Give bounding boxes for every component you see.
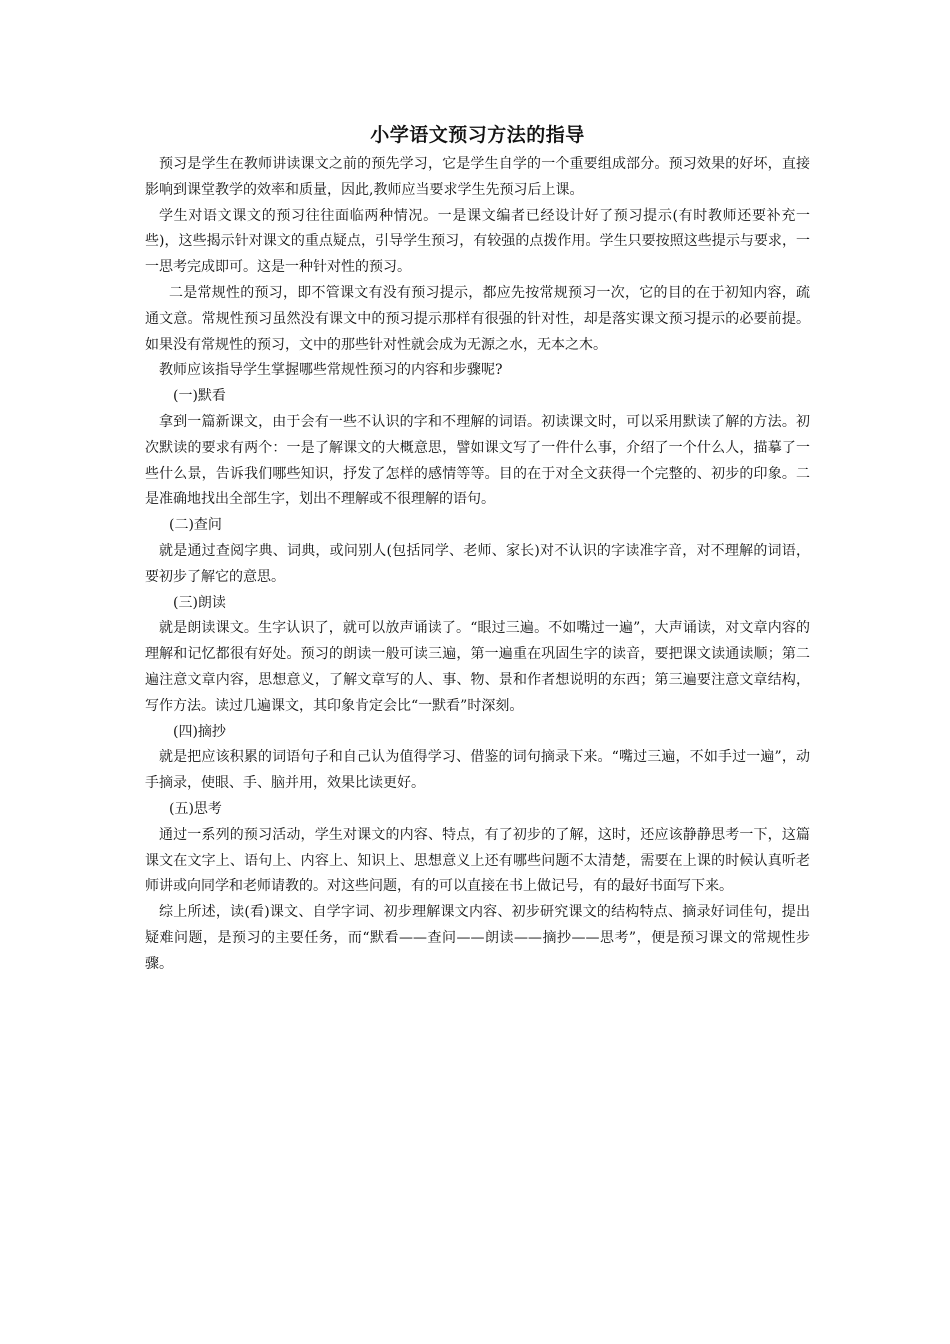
intro-paragraph-2: 学生对语文课文的预习往往面临两种情况。一是课文编者已经设计好了预习提示(有时教师还要补充一些)，这些揭示针对课文的重点疑点，引导学生预习，有较强的点拨作用。学生只要按照这些提示与要求，一一思考完成即可。这是一种针对性的预习。 bbox=[145, 207, 810, 276]
section-text-3: 就是朗读课文。生字认识了，就可以放声诵读了。“眼过三遍。不如嘴过一遍”，大声诵读，对文章内容的理解和记忆都很有好处。预习的朗读一般可读三遍，第一遍重在巩固生字的读音，要把课文读通读顺；第二遍注意文章内容，思想意义，了解文章写的人、事、物、景和作者想说明的东西；第三遍要注意文章结构，写作方法。读过几遍课文，其印象肯定会比“一默看”时深刻。 bbox=[145, 620, 810, 714]
document-page bbox=[145, 118, 810, 978]
conclusion-paragraph: 综上所述，读(看)课文、自学字词、初步理解课文内容、初步研究课文的结构特点、摘录好词佳句，提出疑难问题，是预习的主要任务，而“默看——查问——朗读——摘抄——思考”，便是预习课文的常规性步骤。 bbox=[145, 904, 810, 972]
intro-paragraph-1: 预习是学生在教师讲读课文之前的预先学习，它是学生自学的一个重要组成部分。预习效果的好坏，直接影响到课堂教学的效率和质量，因此,教师应当要求学生先预习后上课。 bbox=[145, 156, 810, 198]
section-heading-4: (四)摘抄 bbox=[173, 723, 226, 740]
section-text-5: 通过一系列的预习活动，学生对课文的内容、特点，有了初步的了解，这时，还应该静静思考一下，这篇课文在文字上、语句上、内容上、知识上、思想意义上还有哪些问题不太清楚，需要在上课的时候认真听老师讲或向同学和老师请教的。对这些问题，有的可以直接在书上做记号，有的最好书面写下来。 bbox=[145, 826, 810, 895]
section-text-1: 拿到一篇新课文，由于会有一些不认识的字和不理解的词语。初读课文时，可以采用默读了解的方法。初次默读的要求有两个：一是了解课文的大概意思，譬如课文写了一件什么事，介绍了一个什么人，描摹了一些什么景，告诉我们哪些知识，抒发了怎样的感情等等。目的在于对全文获得一个完整的、初步的印象。二是准确地找出全部生字，划出不理解或不很理解的语句。 bbox=[145, 413, 810, 508]
section-heading-2: (二)查问 bbox=[169, 517, 222, 534]
section-text-2: 就是通过查阅字典、词典，或问别人(包括同学、老师、家长)对不认识的字读准字音，对不理解的词语，要初步了解它的意思。 bbox=[145, 542, 810, 585]
document-title: 小学语文预习方法的指导 bbox=[370, 124, 585, 146]
section-heading-5: (五)思考 bbox=[169, 800, 222, 817]
intro-paragraph-4: 教师应该指导学生掌握哪些常规性预习的内容和步骤呢? bbox=[159, 362, 503, 379]
section-heading-3: (三)朗读 bbox=[173, 594, 226, 611]
section-text-4: 就是把应该积累的词语句子和自己认为值得学习、借鉴的词句摘录下来。“嘴过三遍，不如手过一遍”，动手摘录，使眼、手、脑并用，效果比读更好。 bbox=[145, 749, 810, 792]
section-heading-1: (一)默看 bbox=[173, 388, 226, 405]
intro-paragraph-3: 二是常规性的预习，即不管课文有没有预习提示，都应先按常规预习一次，它的目的在于初知内容，疏通文意。常规性预习虽然没有课文中的预习提示那样有很强的针对性，却是落实课文预习提示的必要前提。如果没有常规性的预习，文中的那些针对性就会成为无源之水，无本之木。 bbox=[145, 284, 810, 353]
